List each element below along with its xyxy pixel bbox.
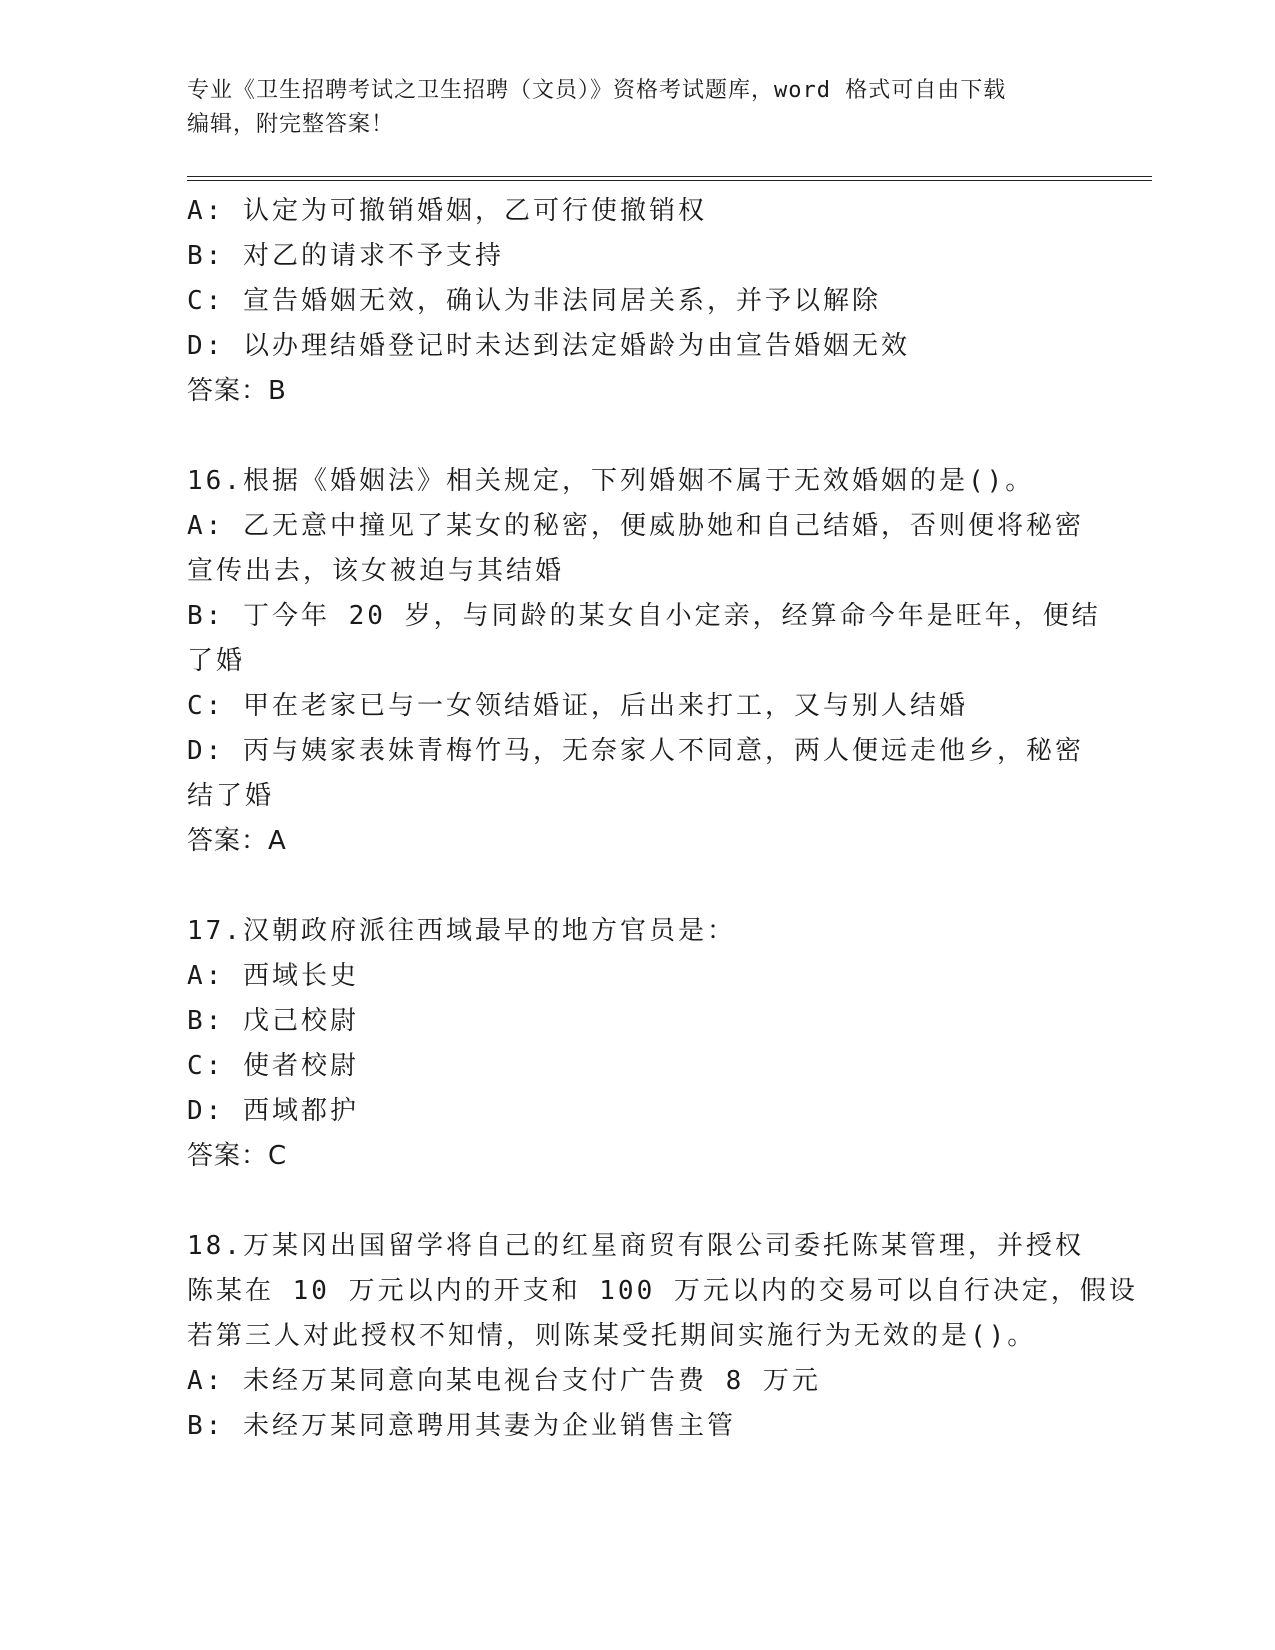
question-15 bbox=[187, 189, 1067, 414]
header-line-1: 专业《卫生招聘考试之卫生招聘（文员）》资格考试题库，word 格式可自由下载 bbox=[187, 78, 1007, 103]
header-line-2: 编辑，附完整答案！ bbox=[187, 112, 395, 137]
question-18 bbox=[187, 1224, 1138, 1449]
q16-option-d-line-2: 结了婚 bbox=[187, 781, 275, 811]
q17-option-c: C: 使者校尉 bbox=[187, 1051, 359, 1081]
q16-option-d-line-1: D: 丙与姨家表妹青梅竹马，无奈家人不同意，两人便远走他乡，秘密 bbox=[187, 736, 1084, 766]
spacer bbox=[187, 1179, 1067, 1224]
q18-question-line-2: 陈某在 10 万元以内的开支和 100 万元以内的交易可以自行决定，假设 bbox=[187, 1276, 1138, 1306]
spacer bbox=[187, 414, 1067, 459]
header-divider bbox=[187, 176, 1152, 181]
q15-option-d: D: 以办理结婚登记时未达到法定婚龄为由宣告婚姻无效 bbox=[187, 331, 910, 361]
q16-option-a-line-2: 宣传出去，该女被迫与其结婚 bbox=[187, 556, 565, 586]
q16-answer: 答案：A bbox=[187, 826, 287, 856]
spacer bbox=[187, 864, 1067, 909]
q18-option-b: B: 未经万某同意聘用其妻为企业销售主管 bbox=[187, 1411, 736, 1441]
question-content bbox=[187, 189, 1138, 1449]
q17-question-text: 17.汉朝政府派往西域最早的地方官员是： bbox=[187, 916, 736, 946]
q17-option-b: B: 戊己校尉 bbox=[187, 1006, 359, 1036]
question-17 bbox=[187, 909, 1067, 1179]
q16-option-b-line-2: 了婚 bbox=[187, 646, 246, 676]
q15-option-c: C: 宣告婚姻无效，确认为非法同居关系，并予以解除 bbox=[187, 286, 881, 316]
q16-option-c: C: 甲在老家已与一女领结婚证，后出来打工，又与别人结婚 bbox=[187, 691, 968, 721]
q18-question-line-3: 若第三人对此授权不知情，则陈某受托期间实施行为无效的是()。 bbox=[187, 1321, 1037, 1351]
q16-question-text: 16.根据《婚姻法》相关规定，下列婚姻不属于无效婚姻的是()。 bbox=[187, 466, 1035, 496]
q15-option-b: B: 对乙的请求不予支持 bbox=[187, 241, 504, 271]
page-header bbox=[187, 74, 1087, 142]
q15-option-a: A: 认定为可撤销婚姻，乙可行使撤销权 bbox=[187, 196, 707, 226]
q16-option-a-line-1: A: 乙无意中撞见了某女的秘密，便威胁她和自己结婚，否则便将秘密 bbox=[187, 511, 1084, 541]
q18-option-a: A: 未经万某同意向某电视台支付广告费 8 万元 bbox=[187, 1366, 821, 1396]
q18-question-line-1: 18.万某冈出国留学将自己的红星商贸有限公司委托陈某管理，并授权 bbox=[187, 1231, 1084, 1261]
q17-option-a: A: 西域长史 bbox=[187, 961, 359, 991]
q17-option-d: D: 西域都护 bbox=[187, 1096, 359, 1126]
question-16 bbox=[187, 459, 1101, 864]
q15-answer: 答案：B bbox=[187, 376, 287, 406]
q16-option-b-line-1: B: 丁今年 20 岁，与同龄的某女自小定亲，经算命今年是旺年，便结 bbox=[187, 601, 1101, 631]
q17-answer: 答案：C bbox=[187, 1141, 288, 1171]
